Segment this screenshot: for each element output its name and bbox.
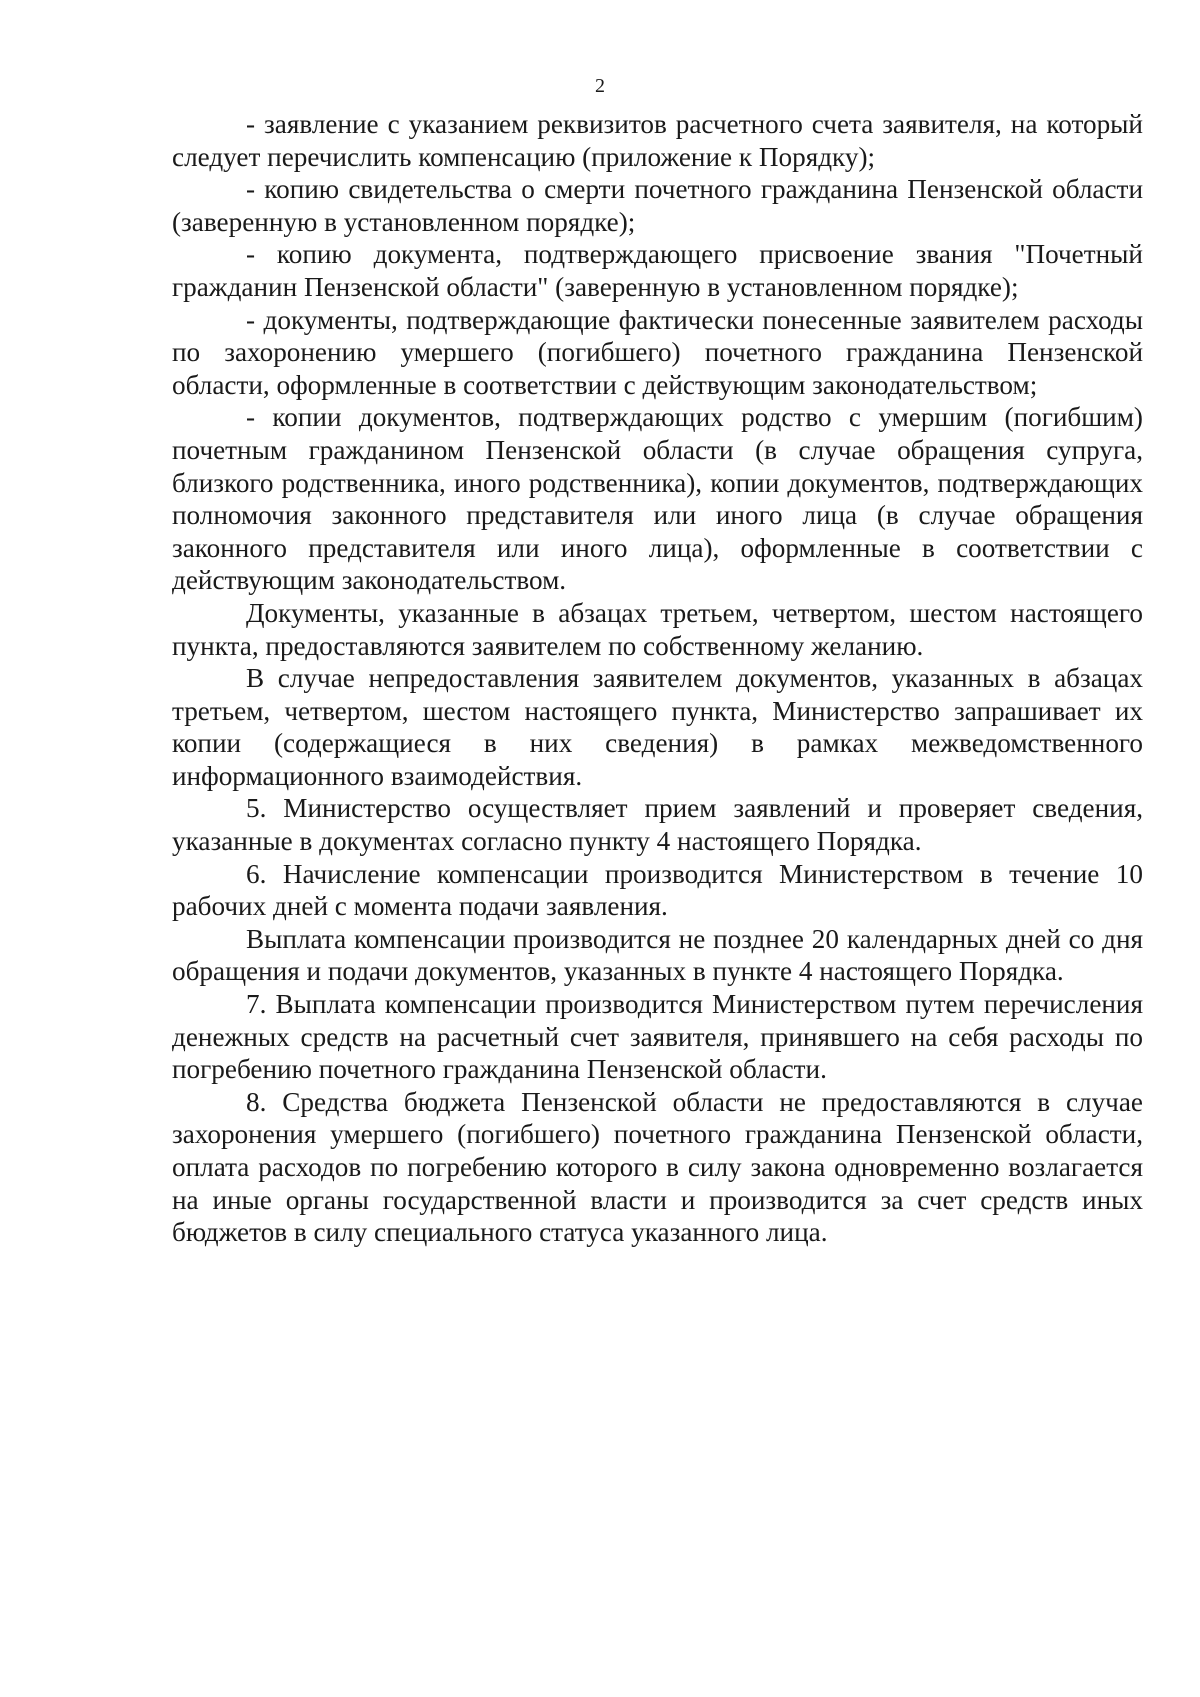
paragraph-payment-deadline: Выплата компенсации производится не позднее 20 календарных дней со дня обращения и подачи документов, указанных в пункте 4 настоящего Порядка. — [172, 923, 1143, 987]
paragraph-optional-documents: Документы, указанные в абзацах третьем, четвертом, шестом настоящего пункта, предоставляются заявителем по собственному желанию. — [172, 597, 1143, 661]
clause-5: 5. Министерство осуществляет прием заявлений и проверяет сведения, указанные в документах согласно пункту 4 настоящего Порядка. — [172, 793, 1143, 857]
list-item-kinship-documents: - копии документов, подтверждающих родство с умершим (погибшим) почетным гражданином Пензенской области (в случае обращения супруга, близкого родственника, иного родственника), копии документов, подтверждающих полномочия законного представителя или иного лица (в случае обращения законного представителя или иного лица), оформленные в соответствии с действующим законодательством. — [172, 402, 1143, 596]
clause-7: 7. Выплата компенсации производится Министерством путем перечисления денежных средств на расчетный счет заявителя, принявшего на себя расходы по погребению почетного гражданина Пензенской области. — [172, 989, 1143, 1085]
page-number: 2 — [595, 75, 605, 97]
paragraph-interagency-request: В случае непредоставления заявителем документов, указанных в абзацах третьем, четвертом, шестом настоящего пункта, Министерство запрашивает их копии (содержащиеся в них сведения) в рамках межведомственного информационного взаимодействия. — [172, 663, 1143, 791]
document-body — [172, 108, 1143, 1249]
list-item-death-certificate: - копию свидетельства о смерти почетного гражданина Пензенской области (заверенную в установленном порядке); — [172, 174, 1143, 237]
list-item-application: - заявление с указанием реквизитов расчетного счета заявителя, на который следует перечислить компенсацию (приложение к Порядку); — [172, 109, 1143, 172]
list-item-expense-documents: - документы, подтверждающие фактически понесенные заявителем расходы по захоронению умершего (погибшего) почетного гражданина Пензенской области, оформленные в соответствии с действующим законодательством; — [172, 304, 1143, 400]
list-item-title-document: - копию документа, подтверждающего присвоение звания "Почетный гражданин Пензенской области" (заверенную в установленном порядке); — [172, 239, 1143, 302]
clause-8: 8. Средства бюджета Пензенской области не предоставляются в случае захоронения умершего (погибшего) почетного гражданина Пензенской области, оплата расходов по погребению которого в силу закона одновременно возлагается на иные органы государственной власти и производится за счет средств иных бюджетов в силу специального статуса указанного лица. — [172, 1086, 1143, 1248]
clause-6: 6. Начисление компенсации производится Министерством в течение 10 рабочих дней с момента подачи заявления. — [172, 858, 1143, 922]
